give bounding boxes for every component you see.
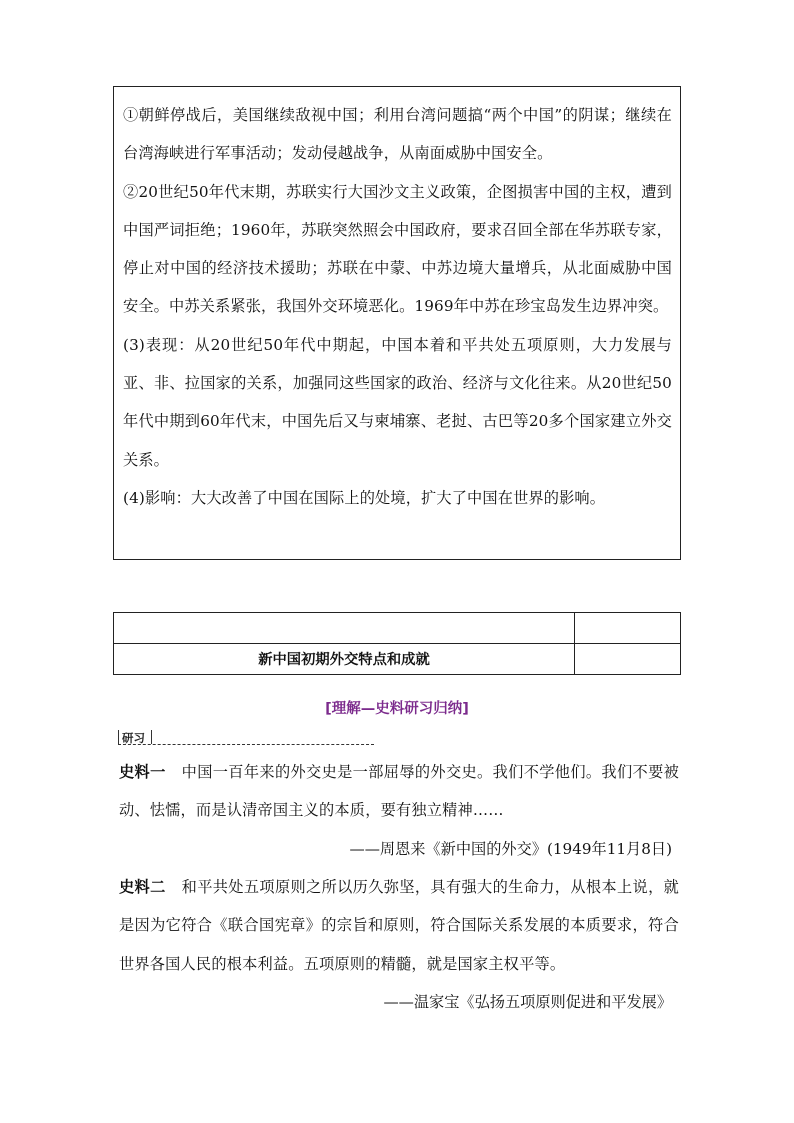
box-paragraph-2: ②20世纪50年代末期，苏联实行大国沙文主义政策，企图损害中国的主权，遭到中国严词拒绝；1960年，苏联突然照会中国政府，要求召回全部在华苏联专家，停止对中国的经济技术援助；苏联在中蒙、中苏边境大量增兵，从北面威胁中国安全。中苏关系紧张，我国外交环境恶化。1969年中苏在珍宝岛发生边界冲突。 bbox=[123, 182, 672, 316]
table-row bbox=[114, 613, 681, 644]
source-passage-1 bbox=[119, 753, 679, 830]
box-paragraph-4: (4)影响：大大改善了中国在国际上的处境，扩大了中国在世界的影响。 bbox=[123, 488, 606, 507]
study-label: 研习 bbox=[122, 731, 145, 745]
dashed-divider bbox=[118, 744, 374, 745]
passage-source: ——周恩来《新中国的外交》(1949年11月8日) bbox=[349, 840, 672, 858]
passage-tag: 史料二 bbox=[119, 878, 166, 896]
box-paragraph-1: ①朝鲜停战后，美国继续敌视中国；利用台湾问题搞“两个中国”的阴谋；继续在台湾海峡进行军事活动；发动侵越战争，从南面威胁中国安全。 bbox=[123, 106, 672, 163]
empty-cell bbox=[114, 613, 575, 644]
table-row bbox=[114, 644, 681, 675]
topic-title: 新中国初期外交特点和成就 bbox=[114, 644, 575, 675]
source-passage-2 bbox=[119, 868, 679, 983]
empty-cell bbox=[575, 644, 681, 675]
box-paragraph-3: (3)表现：从20世纪50年代中期起，中国本着和平共处五项原则，大力发展与亚、非、拉国家的关系，加强同这些国家的政治、经济与文化往来。从20世纪50年代中期到60年代末，中国先后又与柬埔寨、老挝、古巴等20多个国家建立外交关系。 bbox=[123, 335, 672, 469]
empty-cell bbox=[575, 613, 681, 644]
passage-source: ——温家宝《弘扬五项原则促进和平发展》 bbox=[383, 993, 672, 1011]
passage-text: 和平共处五项原则之所以历久弥坚，具有强大的生命力，从根本上说，就是因为它符合《联合国宪章》的宗旨和原则，符合国际关系发展的本质要求，符合世界各国人民的根本利益。五项原则的精髓，就是国家主权平等。 bbox=[119, 878, 679, 973]
passage-text: 中国一百年来的外交史是一部屈辱的外交史。我们不学他们。我们不要被动、怯懦，而是认清帝国主义的本质，要有独立精神…… bbox=[119, 763, 679, 820]
content-box bbox=[113, 86, 681, 560]
section-heading: [理解—史料研习归纳] bbox=[325, 701, 469, 717]
passage-tag: 史料一 bbox=[119, 763, 166, 781]
topic-title-table bbox=[113, 612, 681, 675]
